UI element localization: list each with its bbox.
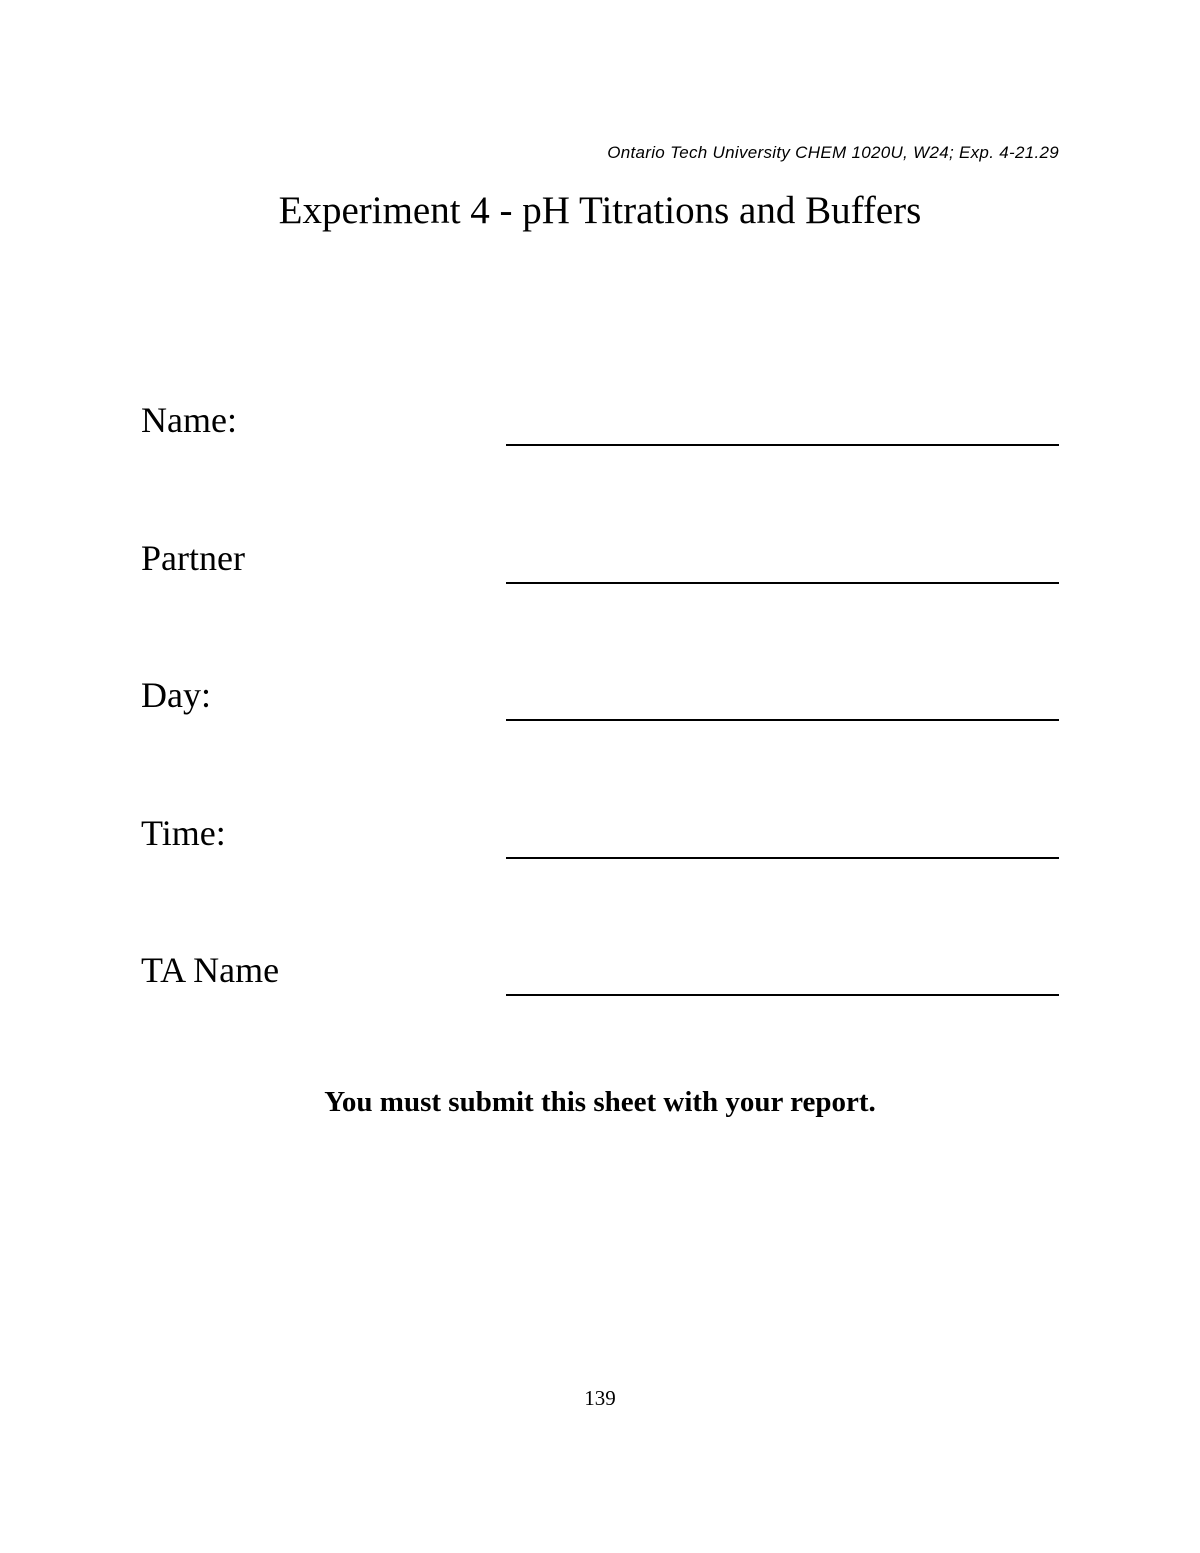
course-reference-header: Ontario Tech University CHEM 1020U, W24; Exp. 4-21.29 — [607, 143, 1059, 162]
submit-instruction: You must submit this sheet with your report. — [324, 1086, 876, 1118]
page-number: 139 — [584, 1386, 616, 1410]
field-row-partner — [141, 516, 1059, 576]
day-label: Day: — [141, 675, 211, 715]
day-blank-line — [506, 719, 1059, 721]
field-row-time — [141, 791, 1059, 851]
field-row-name — [141, 378, 1059, 438]
time-label: Time: — [141, 813, 226, 853]
ta-name-label: TA Name — [141, 950, 280, 990]
name-label: Name: — [141, 400, 237, 440]
field-row-day — [141, 653, 1059, 713]
partner-label: Partner — [141, 538, 245, 578]
field-row-ta-name — [141, 928, 1059, 988]
time-blank-line — [506, 857, 1059, 859]
ta-name-blank-line — [506, 994, 1059, 996]
name-blank-line — [506, 444, 1059, 446]
page-title: Experiment 4 - pH Titrations and Buffers — [278, 189, 922, 232]
partner-blank-line — [506, 582, 1059, 584]
